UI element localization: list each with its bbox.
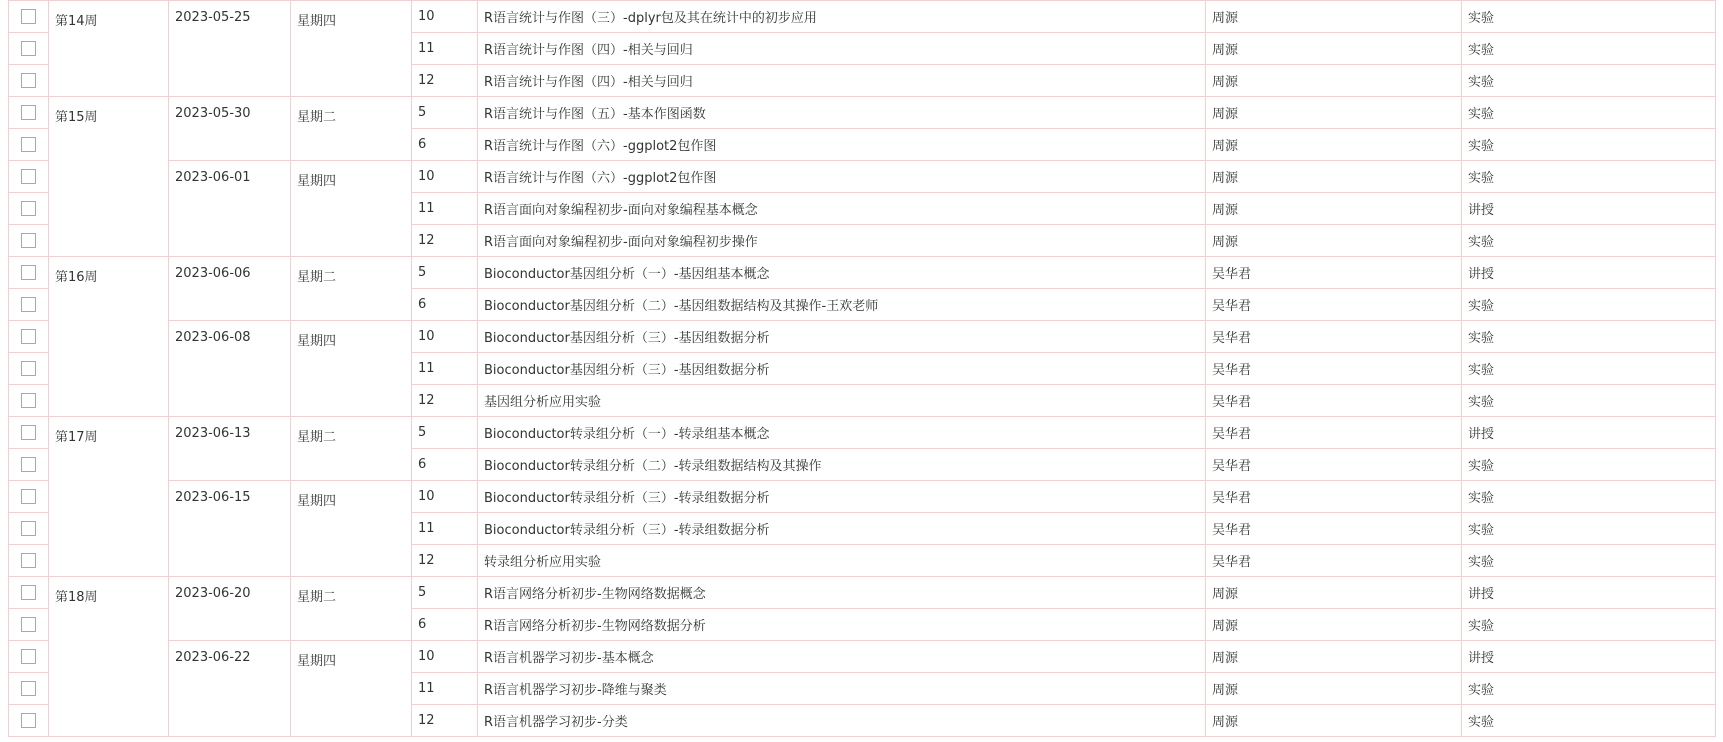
- checkbox-cell: [9, 705, 49, 737]
- date-cell: 2023-06-20: [169, 577, 291, 641]
- period-cell: 12: [412, 385, 478, 417]
- row-checkbox[interactable]: [21, 457, 36, 472]
- type-cell: 实验: [1462, 321, 1716, 353]
- checkbox-cell: [9, 545, 49, 577]
- teacher-cell: 周源: [1206, 577, 1462, 609]
- date-cell: 2023-05-30: [169, 97, 291, 161]
- type-cell: 讲授: [1462, 577, 1716, 609]
- period-cell: 12: [412, 545, 478, 577]
- row-checkbox[interactable]: [21, 137, 36, 152]
- table-row: [9, 641, 1716, 673]
- type-cell: 实验: [1462, 1, 1716, 33]
- topic-cell: R语言统计与作图（四）-相关与回归: [478, 65, 1206, 97]
- period-cell: 6: [412, 289, 478, 321]
- topic-cell: R语言统计与作图（六）-ggplot2包作图: [478, 161, 1206, 193]
- topic-cell: Bioconductor基因组分析（一）-基因组基本概念: [478, 257, 1206, 289]
- date-cell: 2023-06-13: [169, 417, 291, 481]
- topic-cell: R语言机器学习初步-降维与聚类: [478, 673, 1206, 705]
- type-cell: 实验: [1462, 449, 1716, 481]
- period-cell: 6: [412, 609, 478, 641]
- teacher-cell: 周源: [1206, 225, 1462, 257]
- type-cell: 实验: [1462, 481, 1716, 513]
- checkbox-cell: [9, 33, 49, 65]
- teacher-cell: 吴华君: [1206, 417, 1462, 449]
- type-cell: 讲授: [1462, 417, 1716, 449]
- schedule-table-body: [9, 1, 1716, 737]
- teacher-cell: 周源: [1206, 609, 1462, 641]
- row-checkbox[interactable]: [21, 713, 36, 728]
- type-cell: 实验: [1462, 161, 1716, 193]
- topic-cell: R语言面向对象编程初步-面向对象编程初步操作: [478, 225, 1206, 257]
- table-row: [9, 161, 1716, 193]
- row-checkbox[interactable]: [21, 41, 36, 56]
- checkbox-cell: [9, 65, 49, 97]
- date-cell: 2023-05-25: [169, 1, 291, 97]
- period-cell: 12: [412, 705, 478, 737]
- period-cell: 11: [412, 513, 478, 545]
- checkbox-cell: [9, 417, 49, 449]
- checkbox-cell: [9, 193, 49, 225]
- topic-cell: 转录组分析应用实验: [478, 545, 1206, 577]
- checkbox-cell: [9, 673, 49, 705]
- row-checkbox[interactable]: [21, 585, 36, 600]
- period-cell: 10: [412, 1, 478, 33]
- teacher-cell: 吴华君: [1206, 449, 1462, 481]
- topic-cell: Bioconductor基因组分析（三）-基因组数据分析: [478, 321, 1206, 353]
- checkbox-cell: [9, 321, 49, 353]
- teacher-cell: 吴华君: [1206, 385, 1462, 417]
- type-cell: 讲授: [1462, 193, 1716, 225]
- row-checkbox[interactable]: [21, 617, 36, 632]
- topic-cell: Bioconductor转录组分析（二）-转录组数据结构及其操作: [478, 449, 1206, 481]
- week-cell: 第14周: [49, 1, 169, 97]
- period-cell: 11: [412, 33, 478, 65]
- teacher-cell: 周源: [1206, 673, 1462, 705]
- teacher-cell: 周源: [1206, 65, 1462, 97]
- row-checkbox[interactable]: [21, 169, 36, 184]
- table-row: [9, 481, 1716, 513]
- checkbox-cell: [9, 641, 49, 673]
- period-cell: 5: [412, 97, 478, 129]
- type-cell: 实验: [1462, 545, 1716, 577]
- date-cell: 2023-06-01: [169, 161, 291, 257]
- type-cell: 实验: [1462, 673, 1716, 705]
- row-checkbox[interactable]: [21, 489, 36, 504]
- topic-cell: Bioconductor转录组分析（三）-转录组数据分析: [478, 513, 1206, 545]
- type-cell: 实验: [1462, 129, 1716, 161]
- period-cell: 10: [412, 641, 478, 673]
- topic-cell: R语言机器学习初步-基本概念: [478, 641, 1206, 673]
- type-cell: 讲授: [1462, 641, 1716, 673]
- teacher-cell: 周源: [1206, 97, 1462, 129]
- table-row: [9, 97, 1716, 129]
- row-checkbox[interactable]: [21, 425, 36, 440]
- week-cell: 第16周: [49, 257, 169, 417]
- weekday-cell: 星期四: [291, 481, 412, 577]
- period-cell: 6: [412, 449, 478, 481]
- teacher-cell: 吴华君: [1206, 513, 1462, 545]
- type-cell: 实验: [1462, 705, 1716, 737]
- weekday-cell: 星期二: [291, 577, 412, 641]
- weekday-cell: 星期四: [291, 1, 412, 97]
- topic-cell: R语言网络分析初步-生物网络数据分析: [478, 609, 1206, 641]
- row-checkbox[interactable]: [21, 73, 36, 88]
- period-cell: 6: [412, 129, 478, 161]
- row-checkbox[interactable]: [21, 201, 36, 216]
- weekday-cell: 星期二: [291, 417, 412, 481]
- teacher-cell: 周源: [1206, 33, 1462, 65]
- table-row: [9, 1, 1716, 33]
- week-cell: 第18周: [49, 577, 169, 737]
- teacher-cell: 周源: [1206, 641, 1462, 673]
- topic-cell: R语言统计与作图（三）-dplyr包及其在统计中的初步应用: [478, 1, 1206, 33]
- type-cell: 实验: [1462, 609, 1716, 641]
- table-row: [9, 257, 1716, 289]
- weekday-cell: 星期四: [291, 321, 412, 417]
- row-checkbox[interactable]: [21, 233, 36, 248]
- teacher-cell: 吴华君: [1206, 353, 1462, 385]
- topic-cell: 基因组分析应用实验: [478, 385, 1206, 417]
- row-checkbox[interactable]: [21, 681, 36, 696]
- period-cell: 12: [412, 65, 478, 97]
- week-cell: 第17周: [49, 417, 169, 577]
- checkbox-cell: [9, 577, 49, 609]
- teacher-cell: 周源: [1206, 705, 1462, 737]
- checkbox-cell: [9, 609, 49, 641]
- checkbox-cell: [9, 289, 49, 321]
- weekday-cell: 星期四: [291, 641, 412, 737]
- checkbox-cell: [9, 385, 49, 417]
- type-cell: 实验: [1462, 97, 1716, 129]
- table-row: [9, 417, 1716, 449]
- checkbox-cell: [9, 257, 49, 289]
- weekday-cell: 星期四: [291, 161, 412, 257]
- topic-cell: R语言网络分析初步-生物网络数据概念: [478, 577, 1206, 609]
- period-cell: 5: [412, 577, 478, 609]
- topic-cell: Bioconductor转录组分析（三）-转录组数据分析: [478, 481, 1206, 513]
- weekday-cell: 星期二: [291, 97, 412, 161]
- checkbox-cell: [9, 225, 49, 257]
- row-checkbox[interactable]: [21, 9, 36, 24]
- type-cell: 实验: [1462, 353, 1716, 385]
- type-cell: 实验: [1462, 33, 1716, 65]
- topic-cell: R语言面向对象编程初步-面向对象编程基本概念: [478, 193, 1206, 225]
- checkbox-cell: [9, 97, 49, 129]
- teacher-cell: 吴华君: [1206, 257, 1462, 289]
- teacher-cell: 周源: [1206, 129, 1462, 161]
- topic-cell: R语言统计与作图（四）-相关与回归: [478, 33, 1206, 65]
- topic-cell: Bioconductor基因组分析（二）-基因组数据结构及其操作-王欢老师: [478, 289, 1206, 321]
- teacher-cell: 周源: [1206, 161, 1462, 193]
- period-cell: 10: [412, 481, 478, 513]
- period-cell: 5: [412, 417, 478, 449]
- table-row: [9, 321, 1716, 353]
- type-cell: 实验: [1462, 225, 1716, 257]
- row-checkbox[interactable]: [21, 553, 36, 568]
- period-cell: 5: [412, 257, 478, 289]
- type-cell: 实验: [1462, 385, 1716, 417]
- period-cell: 11: [412, 193, 478, 225]
- teacher-cell: 吴华君: [1206, 545, 1462, 577]
- teacher-cell: 吴华君: [1206, 289, 1462, 321]
- topic-cell: Bioconductor基因组分析（三）-基因组数据分析: [478, 353, 1206, 385]
- period-cell: 10: [412, 321, 478, 353]
- topic-cell: Bioconductor转录组分析（一）-转录组基本概念: [478, 417, 1206, 449]
- date-cell: 2023-06-22: [169, 641, 291, 737]
- checkbox-cell: [9, 513, 49, 545]
- teacher-cell: 吴华君: [1206, 481, 1462, 513]
- row-checkbox[interactable]: [21, 521, 36, 536]
- checkbox-cell: [9, 481, 49, 513]
- date-cell: 2023-06-15: [169, 481, 291, 577]
- weekday-cell: 星期二: [291, 257, 412, 321]
- type-cell: 讲授: [1462, 257, 1716, 289]
- row-checkbox[interactable]: [21, 265, 36, 280]
- teacher-cell: 吴华君: [1206, 321, 1462, 353]
- checkbox-cell: [9, 353, 49, 385]
- row-checkbox[interactable]: [21, 329, 36, 344]
- row-checkbox[interactable]: [21, 361, 36, 376]
- period-cell: 10: [412, 161, 478, 193]
- teacher-cell: 周源: [1206, 193, 1462, 225]
- table-row: [9, 577, 1716, 609]
- schedule-table: [8, 0, 1716, 737]
- checkbox-cell: [9, 449, 49, 481]
- topic-cell: R语言机器学习初步-分类: [478, 705, 1206, 737]
- checkbox-cell: [9, 161, 49, 193]
- topic-cell: R语言统计与作图（五）-基本作图函数: [478, 97, 1206, 129]
- topic-cell: R语言统计与作图（六）-ggplot2包作图: [478, 129, 1206, 161]
- period-cell: 12: [412, 225, 478, 257]
- type-cell: 实验: [1462, 65, 1716, 97]
- week-cell: 第15周: [49, 97, 169, 257]
- row-checkbox[interactable]: [21, 297, 36, 312]
- row-checkbox[interactable]: [21, 105, 36, 120]
- type-cell: 实验: [1462, 289, 1716, 321]
- row-checkbox[interactable]: [21, 649, 36, 664]
- checkbox-cell: [9, 129, 49, 161]
- checkbox-cell: [9, 1, 49, 33]
- period-cell: 11: [412, 673, 478, 705]
- row-checkbox[interactable]: [21, 393, 36, 408]
- type-cell: 实验: [1462, 513, 1716, 545]
- period-cell: 11: [412, 353, 478, 385]
- date-cell: 2023-06-06: [169, 257, 291, 321]
- date-cell: 2023-06-08: [169, 321, 291, 417]
- teacher-cell: 周源: [1206, 1, 1462, 33]
